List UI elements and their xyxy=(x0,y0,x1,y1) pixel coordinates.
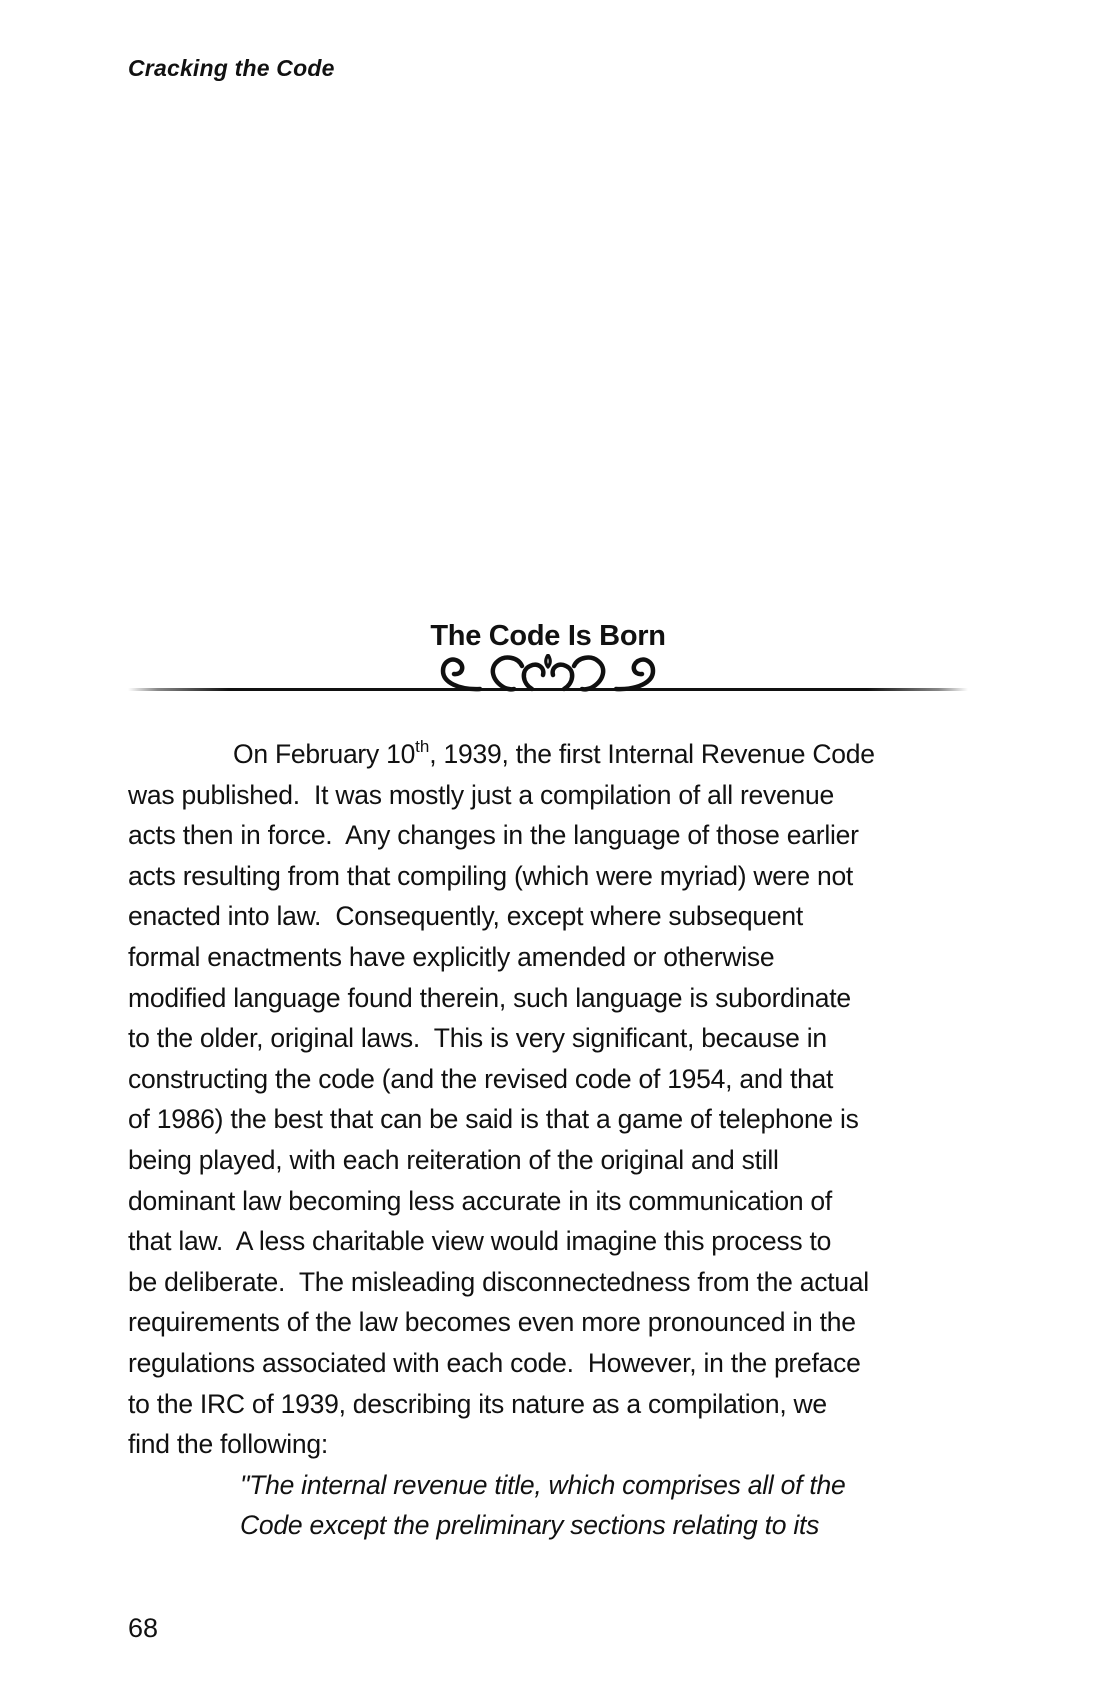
body-line: constructing the code (and the revised code of 1954, and that xyxy=(128,1063,834,1094)
body-line: acts then in force. Any changes in the language of those earlier xyxy=(128,820,859,851)
scroll-divider-icon xyxy=(128,654,968,702)
body-line: to the older, original laws. This is very significant, because in xyxy=(128,1023,827,1054)
body-line: that law. A less charitable view would imagine this process to xyxy=(128,1226,832,1257)
body-line: regulations associated with each code. However, in the preface xyxy=(128,1347,861,1378)
body-line: modified language found therein, such language is subordinate xyxy=(128,982,851,1013)
body-line: of 1986) the best that can be said is that a game of telephone is xyxy=(128,1104,859,1135)
body-line-text: , 1939, the first Internal Revenue Code xyxy=(429,739,875,769)
body-line: to the IRC of 1939, describing its nature as a compilation, we xyxy=(128,1388,827,1419)
body-line: being played, with each reiteration of the original and still xyxy=(128,1144,779,1175)
body-line: find the following: xyxy=(128,1429,329,1460)
block-quote xyxy=(240,1465,988,1546)
body-line: formal enactments have explicitly amended or otherwise xyxy=(128,941,775,972)
body-line: be deliberate. The misleading disconnectedness from the actual xyxy=(128,1266,869,1297)
body-line xyxy=(128,734,988,775)
body-line: acts resulting from that compiling (which were myriad) were not xyxy=(128,860,854,891)
body-paragraph xyxy=(128,734,988,1546)
body-line-text: On February 10 xyxy=(233,739,416,769)
running-header: Cracking the Code xyxy=(128,55,335,81)
body-line: was published. It was mostly just a compilation of all revenue xyxy=(128,779,834,810)
scroll-divider-ornament xyxy=(128,654,968,702)
quote-line: "The internal revenue title, which comprises all of the xyxy=(240,1469,846,1500)
body-line: dominant law becoming less accurate in its communication of xyxy=(128,1185,833,1216)
page-number: 68 xyxy=(128,1613,159,1643)
quote-line: Code except the preliminary sections relating to its xyxy=(240,1510,820,1541)
body-line: requirements of the law becomes even more pronounced in the xyxy=(128,1307,856,1338)
body-line: enacted into law. Consequently, except where subsequent xyxy=(128,901,803,932)
chapter-title: The Code Is Born xyxy=(430,620,666,652)
ordinal-superscript: th xyxy=(415,737,430,756)
